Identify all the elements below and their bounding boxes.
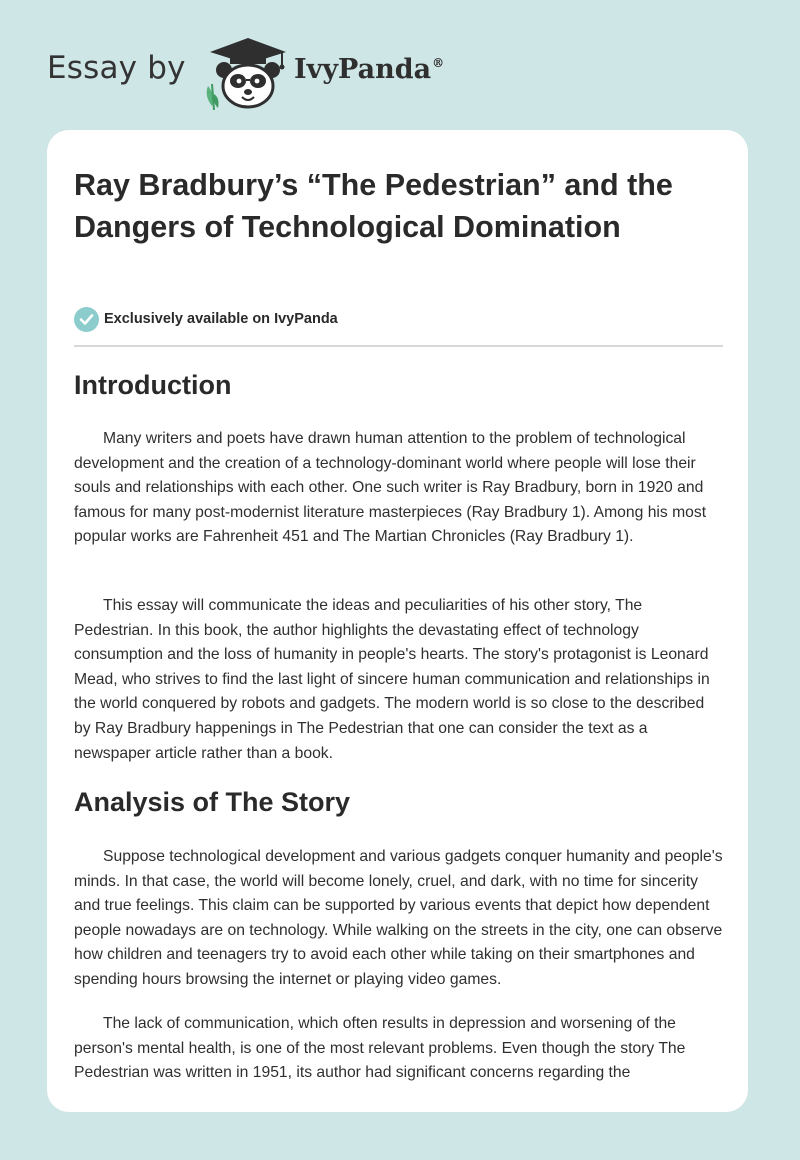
brand-text: IvyPanda	[294, 54, 432, 85]
exclusive-label: Exclusively available on IvyPanda	[104, 311, 338, 327]
section-heading-introduction: Introduction	[74, 370, 232, 400]
brand-name[interactable]	[294, 54, 444, 85]
panda-logo-icon[interactable]	[202, 36, 294, 110]
section-heading-analysis: Analysis of The Story	[74, 787, 351, 817]
essay-title: Ray Bradbury’s “The Pedestrian” and the Dangers of Technological Domination	[74, 168, 673, 244]
paragraph: Suppose technological development and various gadgets conquer humanity and people's minds. In that case, the world will become lonely, cruel, and dark, with no time for sincerity and true feelings. This claim can be supported by various events that depict how dependent people nowadays are on technology. While walking on the streets in the city, one can observe how children and teenagers try to avoid each other while taking on their smartphones and spending hours browsing the internet or playing video games.	[74, 848, 723, 988]
site-header	[0, 0, 800, 120]
exclusive-badge	[74, 306, 338, 332]
title-divider	[74, 345, 723, 347]
paragraph: The lack of communication, which often results in depression and worsening of the person's mental health, is one of the most relevant problems. Even though the story The Pedestrian was written in 1951, its author had significant concerns regarding the	[74, 1015, 686, 1082]
paragraph: Many writers and poets have drawn human attention to the problem of technological development and the creation of a technology-dominant world where people will lose their souls and relationships with each other. One such writer is Ray Bradbury, born in 1920 and famous for many post-modernist literature masterpieces (Ray Bradbury 1). Among his most popular works are Fahrenheit 451 and The Martian Chronicles (Ray Bradbury 1).	[74, 430, 707, 546]
registered-mark: ®	[432, 56, 445, 70]
check-icon	[74, 307, 99, 332]
essay-card	[47, 130, 748, 1112]
essay-by-label: Essay by	[47, 50, 186, 86]
paragraph: This essay will communicate the ideas and peculiarities of his other story, The Pedestrian. In this book, the author highlights the devastating effect of technology consumption and the loss of humanity in people's hearts. The story's protagonist is Leonard Mead, who strives to find the last light of sincere human communication and relationships in the world conquered by robots and gadgets. The modern world is so close to the described by Ray Bradbury happenings in The Pedestrian that one can consider the text as a newspaper article rather than a book.	[74, 597, 710, 762]
